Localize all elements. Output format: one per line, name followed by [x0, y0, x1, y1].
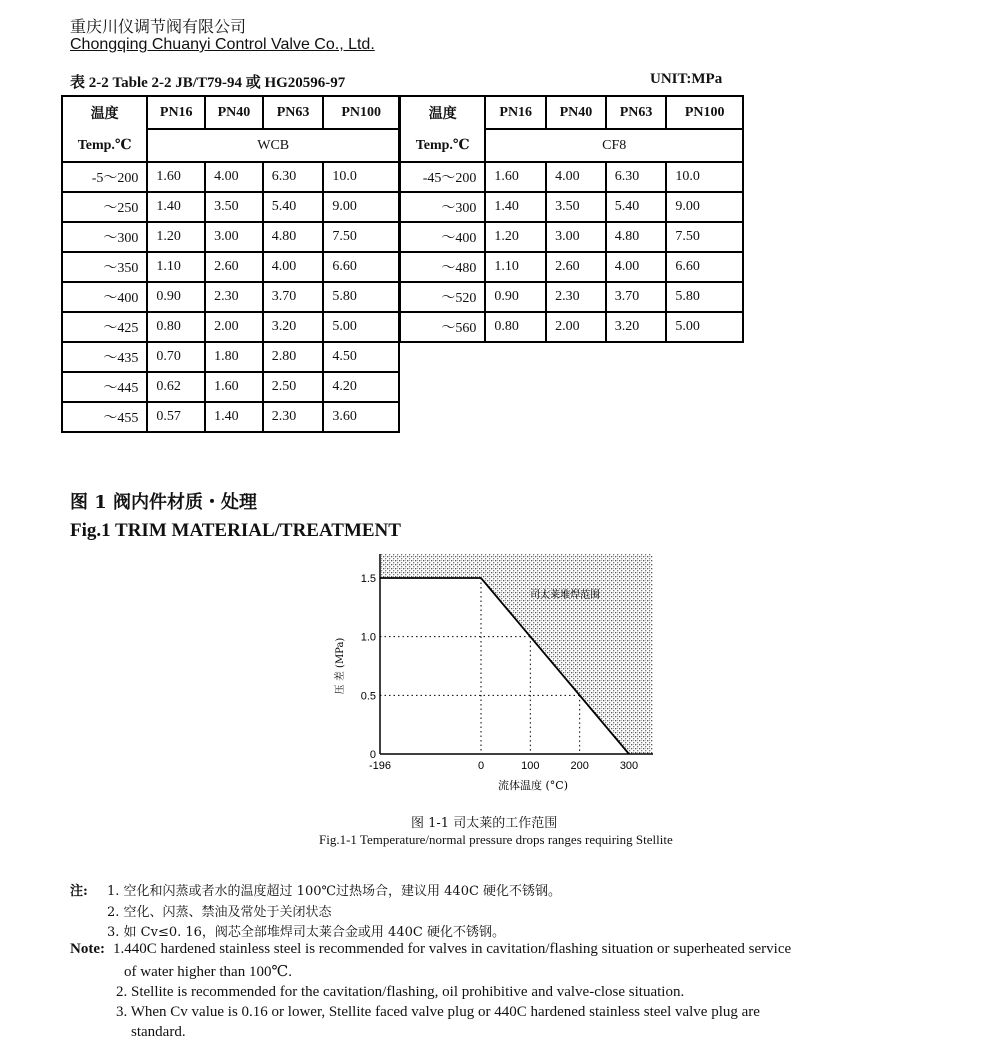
table-row: [62, 192, 399, 222]
company-name-cn: 重庆川仪调节阀有限公司: [70, 17, 247, 36]
col-header: PN16: [485, 96, 546, 129]
pressure-cell: 4.00: [263, 252, 324, 282]
notes-label-en: Note:: [70, 941, 105, 957]
temp-header-cn: 温度: [62, 96, 147, 129]
col-header: PN16: [147, 96, 205, 129]
x-tick-label: 200: [570, 760, 589, 772]
x-tick-label: -196: [368, 760, 392, 772]
pressure-cell: 2.60: [546, 252, 606, 282]
col-header: PN100: [666, 96, 743, 129]
pressure-cell: 10.0: [666, 162, 743, 192]
temp-cell: ～350: [62, 252, 147, 282]
pressure-cell: 4.00: [546, 162, 606, 192]
pressure-cell: 9.00: [323, 192, 399, 222]
table-row: [400, 192, 743, 222]
pressure-table-wcb: [61, 95, 400, 433]
pressure-cell: 0.70: [147, 342, 205, 372]
pressure-cell: 1.60: [485, 162, 546, 192]
pressure-cell: 9.00: [666, 192, 743, 222]
pressure-cell: 2.80: [263, 342, 324, 372]
pressure-cell: 0.80: [147, 312, 205, 342]
stellite-range-chart: [335, 548, 665, 800]
temp-cell: -45～200: [400, 162, 485, 192]
pressure-cell: 2.00: [546, 312, 606, 342]
figure-caption-cn: 图 1-1 司太莱的工作范围: [411, 816, 558, 831]
figure-title-cn: 图 1 阀内件材质・处理: [70, 492, 258, 513]
table-row: [400, 282, 743, 312]
pressure-cell: 6.30: [606, 162, 667, 192]
x-tick-label: 100: [521, 760, 540, 772]
x-tick-label: 300: [619, 760, 639, 772]
note-en-item: standard.: [131, 1024, 186, 1040]
table-row: [62, 282, 399, 312]
temp-header-en: Temp.℃: [400, 129, 485, 162]
pressure-cell: 1.20: [147, 222, 205, 252]
y-tick-label: 1.0: [360, 631, 376, 644]
temp-cell: ～480: [400, 252, 485, 282]
temp-header-cn: 温度: [400, 96, 485, 129]
pressure-cell: 3.50: [205, 192, 263, 222]
pressure-cell: 2.30: [205, 282, 263, 312]
temp-cell: ～425: [62, 312, 147, 342]
pressure-cell: 4.80: [263, 222, 324, 252]
pressure-cell: 3.00: [205, 222, 263, 252]
col-header: PN40: [205, 96, 263, 129]
col-header: PN63: [606, 96, 667, 129]
pressure-cell: 0.90: [147, 282, 205, 312]
pressure-cell: 4.50: [323, 342, 399, 372]
pressure-cell: 1.60: [205, 372, 263, 402]
pressure-cell: 0.90: [485, 282, 546, 312]
pressure-cell: 7.50: [666, 222, 743, 252]
pressure-cell: 5.40: [606, 192, 667, 222]
pressure-cell: 3.60: [323, 402, 399, 432]
table-body: [62, 162, 399, 432]
pressure-cell: 1.40: [147, 192, 205, 222]
pressure-cell: 2.50: [263, 372, 324, 402]
pressure-cell: 5.00: [666, 312, 743, 342]
table-row: [62, 342, 399, 372]
pressure-cell: 1.10: [147, 252, 205, 282]
y-tick-label: 0: [369, 749, 376, 761]
notes-label-cn: 注:: [70, 884, 88, 899]
stellite-region: [380, 554, 653, 754]
note-cn-item: 2. 空化、闪蒸、禁油及常处于关闭状态: [107, 905, 332, 920]
temp-cell: ～300: [62, 222, 147, 252]
pressure-cell: 3.50: [546, 192, 606, 222]
pressure-cell: 3.20: [263, 312, 324, 342]
pressure-cell: 1.10: [485, 252, 546, 282]
pressure-cell: 3.70: [263, 282, 324, 312]
temp-cell: ～445: [62, 372, 147, 402]
temp-cell: ～250: [62, 192, 147, 222]
pressure-cell: 6.30: [263, 162, 324, 192]
note-cn-item: 1. 空化和闪蒸或者水的温度超过 100℃过热场合，建议用 440C 硬化不锈钢。: [107, 884, 562, 899]
pressure-cell: 3.70: [606, 282, 667, 312]
pressure-cell: 4.20: [323, 372, 399, 402]
col-header: PN40: [546, 96, 606, 129]
material-label: CF8: [485, 129, 743, 162]
pressure-cell: 5.40: [263, 192, 324, 222]
table-row: [400, 312, 743, 342]
figure-caption-en: Fig.1-1 Temperature/normal pressure drops ranges requiring Stellite: [319, 832, 673, 847]
table-row: [400, 252, 743, 282]
table-row: [62, 312, 399, 342]
material-label: WCB: [147, 129, 399, 162]
temp-cell: ～400: [62, 282, 147, 312]
pressure-cell: 10.0: [323, 162, 399, 192]
table-unit: UNIT:MPa: [650, 71, 723, 87]
region-label: 司太莱堆焊范围: [530, 590, 600, 601]
temp-cell: ～560: [400, 312, 485, 342]
note-en-item: 2. Stellite is recommended for the cavitation/flashing, oil prohibitive and valve-close situation.: [116, 984, 685, 1000]
pressure-cell: 0.57: [147, 402, 205, 432]
temp-header-en: Temp.℃: [62, 129, 147, 162]
table-row: [62, 162, 399, 192]
pressure-cell: 2.00: [205, 312, 263, 342]
pressure-cell: 0.62: [147, 372, 205, 402]
pressure-cell: 2.60: [205, 252, 263, 282]
pressure-cell: 1.40: [485, 192, 546, 222]
table-title: 表 2-2 Table 2-2 JB/T79-94 或 HG20596-97: [70, 75, 346, 91]
pressure-cell: 6.60: [323, 252, 399, 282]
pressure-cell: 3.00: [546, 222, 606, 252]
pressure-cell: 5.80: [666, 282, 743, 312]
pressure-cell: 5.80: [323, 282, 399, 312]
note-en-item: of water higher than 100℃.: [124, 964, 292, 980]
pressure-table-cf8: [399, 95, 744, 343]
temp-cell: ～300: [400, 192, 485, 222]
table-row: [62, 402, 399, 432]
pressure-cell: 4.80: [606, 222, 667, 252]
pressure-cell: 2.30: [263, 402, 324, 432]
pressure-cell: 5.00: [323, 312, 399, 342]
table-row: [62, 372, 399, 402]
y-axis-label: 压 差 (MPa): [335, 637, 346, 695]
table-row: [400, 222, 743, 252]
table-row: [62, 222, 399, 252]
pressure-cell: 4.00: [205, 162, 263, 192]
y-tick-label: 1.5: [360, 573, 376, 585]
col-header: PN63: [263, 96, 324, 129]
temp-cell: ～520: [400, 282, 485, 312]
pressure-cell: 1.80: [205, 342, 263, 372]
pressure-cell: 7.50: [323, 222, 399, 252]
note-en-item: 3. When Cv value is 0.16 or lower, Stellite faced valve plug or 440C hardened stainless steel valve plug are: [116, 1004, 760, 1020]
pressure-cell: 6.60: [666, 252, 743, 282]
pressure-cell: 1.20: [485, 222, 546, 252]
note-en-item: 1.440C hardened stainless steel is recommended for valves in cavitation/flashing situation or superheated service: [113, 941, 792, 957]
note-cn-item: 3. 如 Cv≤0. 16，阀芯全部堆焊司太莱合金或用 440C 硬化不锈钢。: [107, 925, 505, 940]
pressure-cell: 2.30: [546, 282, 606, 312]
temp-cell: ～400: [400, 222, 485, 252]
pressure-cell: 0.80: [485, 312, 546, 342]
table-row: [62, 252, 399, 282]
pressure-cell: 1.40: [205, 402, 263, 432]
pressure-cell: 1.60: [147, 162, 205, 192]
figure-title-en: Fig.1 TRIM MATERIAL/TREATMENT: [70, 520, 401, 541]
company-name-en: Chongqing Chuanyi Control Valve Co., Ltd.: [70, 36, 375, 53]
temp-cell: ～455: [62, 402, 147, 432]
x-axis-label: 流体温度 (°C): [498, 779, 568, 792]
table-body: [400, 162, 743, 342]
col-header: PN100: [323, 96, 399, 129]
table-row: [400, 162, 743, 192]
temp-cell: -5～200: [62, 162, 147, 192]
x-tick-label: 0: [477, 760, 485, 772]
pressure-cell: 3.20: [606, 312, 667, 342]
temp-cell: ～435: [62, 342, 147, 372]
pressure-cell: 4.00: [606, 252, 667, 282]
y-tick-label: 0.5: [360, 690, 376, 703]
